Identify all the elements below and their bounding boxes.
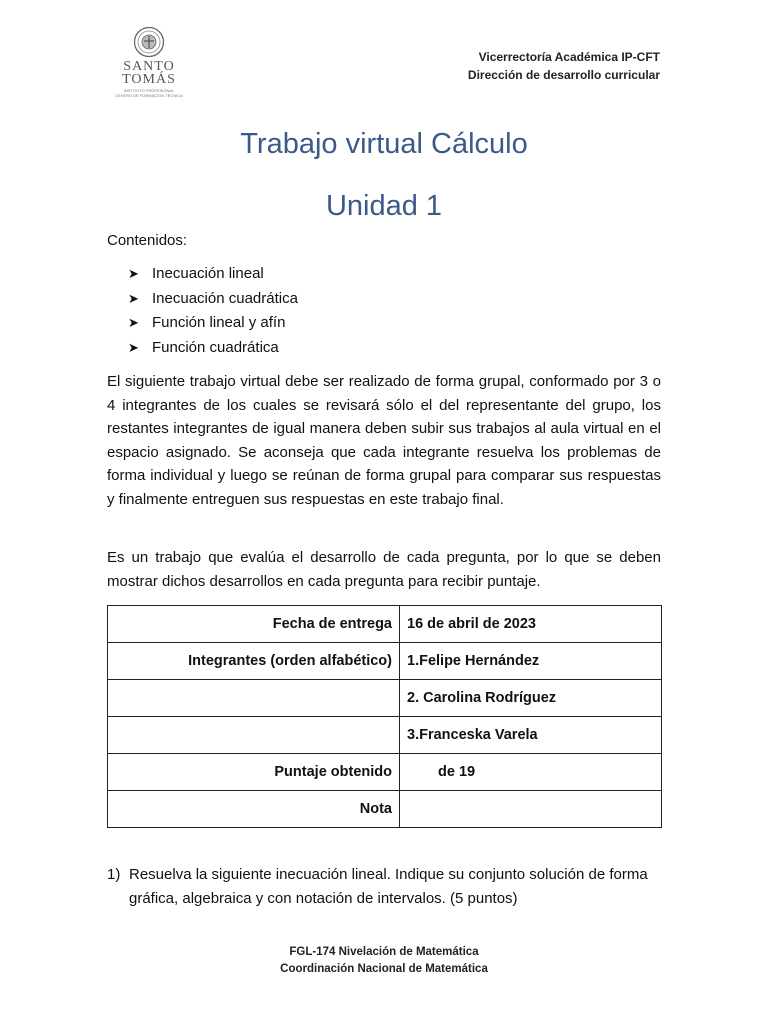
instructions-paragraph: El siguiente trabajo virtual debe ser realizado de forma grupal, conformado por 3 o 4 integrantes de los cuales se revisará sólo el del representante del grupo, los restantes integrantes de igual manera deben subir sus trabajos al aula virtual en el espacio asignado. Se aconseja que cada integrante resuelva los problemas de forma individual y luego se reúnan de forma grupal para comparar sus respuestas y finalmente entreguen sus respuestas en este trabajo final.	[107, 373, 661, 508]
list-item	[128, 287, 298, 312]
table-label	[108, 680, 400, 717]
table-row	[108, 643, 662, 680]
list-item-text: Función cuadrática	[152, 338, 279, 356]
evaluation-paragraph: Es un trabajo que evalúa el desarrollo de cada pregunta, por lo que se deben mostrar dichos desarrollos en cada pregunta para recibir puntaje.	[107, 549, 661, 590]
document-footer	[0, 944, 768, 978]
header-line2: Dirección de desarrollo curricular	[467, 68, 660, 82]
logo-sub-line2: CENTRO DE FORMACIÓN TÉCNICA	[115, 93, 183, 98]
contents-list	[128, 262, 298, 360]
logo-sub-line1: INSTITUTO PROFESIONAL	[123, 88, 175, 93]
list-item-text: Función lineal y afín	[152, 314, 286, 332]
document-header	[468, 48, 660, 84]
table-label: Nota	[108, 791, 400, 828]
table-value: 3.Franceska Varela	[400, 717, 662, 754]
table-label: Fecha de entrega	[108, 606, 400, 643]
list-item-text: Inecuación cuadrática	[152, 289, 298, 307]
table-row	[108, 791, 662, 828]
logo-brand-line2: TOMÁS	[122, 72, 176, 87]
table-value: 16 de abril de 2023	[400, 606, 662, 643]
arrow-bullet-icon: ➤	[128, 339, 139, 355]
list-item	[128, 336, 298, 361]
arrow-bullet-icon: ➤	[128, 290, 139, 306]
list-item-text: Inecuación lineal	[152, 265, 264, 283]
question-text: Resuelva la siguiente inecuación lineal. Indique su conjunto solución de forma gráfica, algebraica y con notación de intervalos. (5 puntos)	[129, 866, 648, 907]
table-label: Puntaje obtenido	[108, 754, 400, 791]
table-value: de 19	[400, 754, 662, 791]
arrow-bullet-icon: ➤	[128, 266, 139, 282]
table-label: Integrantes (orden alfabético)	[108, 643, 400, 680]
submission-table	[107, 605, 662, 828]
table-row	[108, 606, 662, 643]
table-value	[400, 791, 662, 828]
header-line1: Vicerrectoría Académica IP-CFT	[478, 50, 660, 64]
table-label	[108, 717, 400, 754]
arrow-bullet-icon: ➤	[128, 315, 139, 331]
question-number: 1)	[107, 866, 121, 883]
logo-subtitle	[104, 88, 194, 98]
logo-brand	[104, 60, 194, 86]
table-value: 2. Carolina Rodríguez	[400, 680, 662, 717]
table-value: 1.Felipe Hernández	[400, 643, 662, 680]
footer-line2: Coordinación Nacional de Matemática	[280, 963, 488, 975]
page-title: Trabajo virtual Cálculo	[240, 128, 528, 160]
santo-tomas-logo	[104, 26, 194, 98]
table-row	[108, 754, 662, 791]
page-subtitle: Unidad 1	[325, 190, 443, 222]
question-1	[107, 863, 667, 910]
table-row	[108, 717, 662, 754]
contents-label: Contenidos:	[107, 232, 188, 249]
logo-brand-line1: SANTO	[123, 59, 175, 74]
list-item	[128, 262, 298, 287]
list-item	[128, 311, 298, 336]
seal-icon	[133, 26, 165, 58]
table-row	[108, 680, 662, 717]
footer-line1: FGL-174 Nivelación de Matemática	[289, 946, 479, 958]
